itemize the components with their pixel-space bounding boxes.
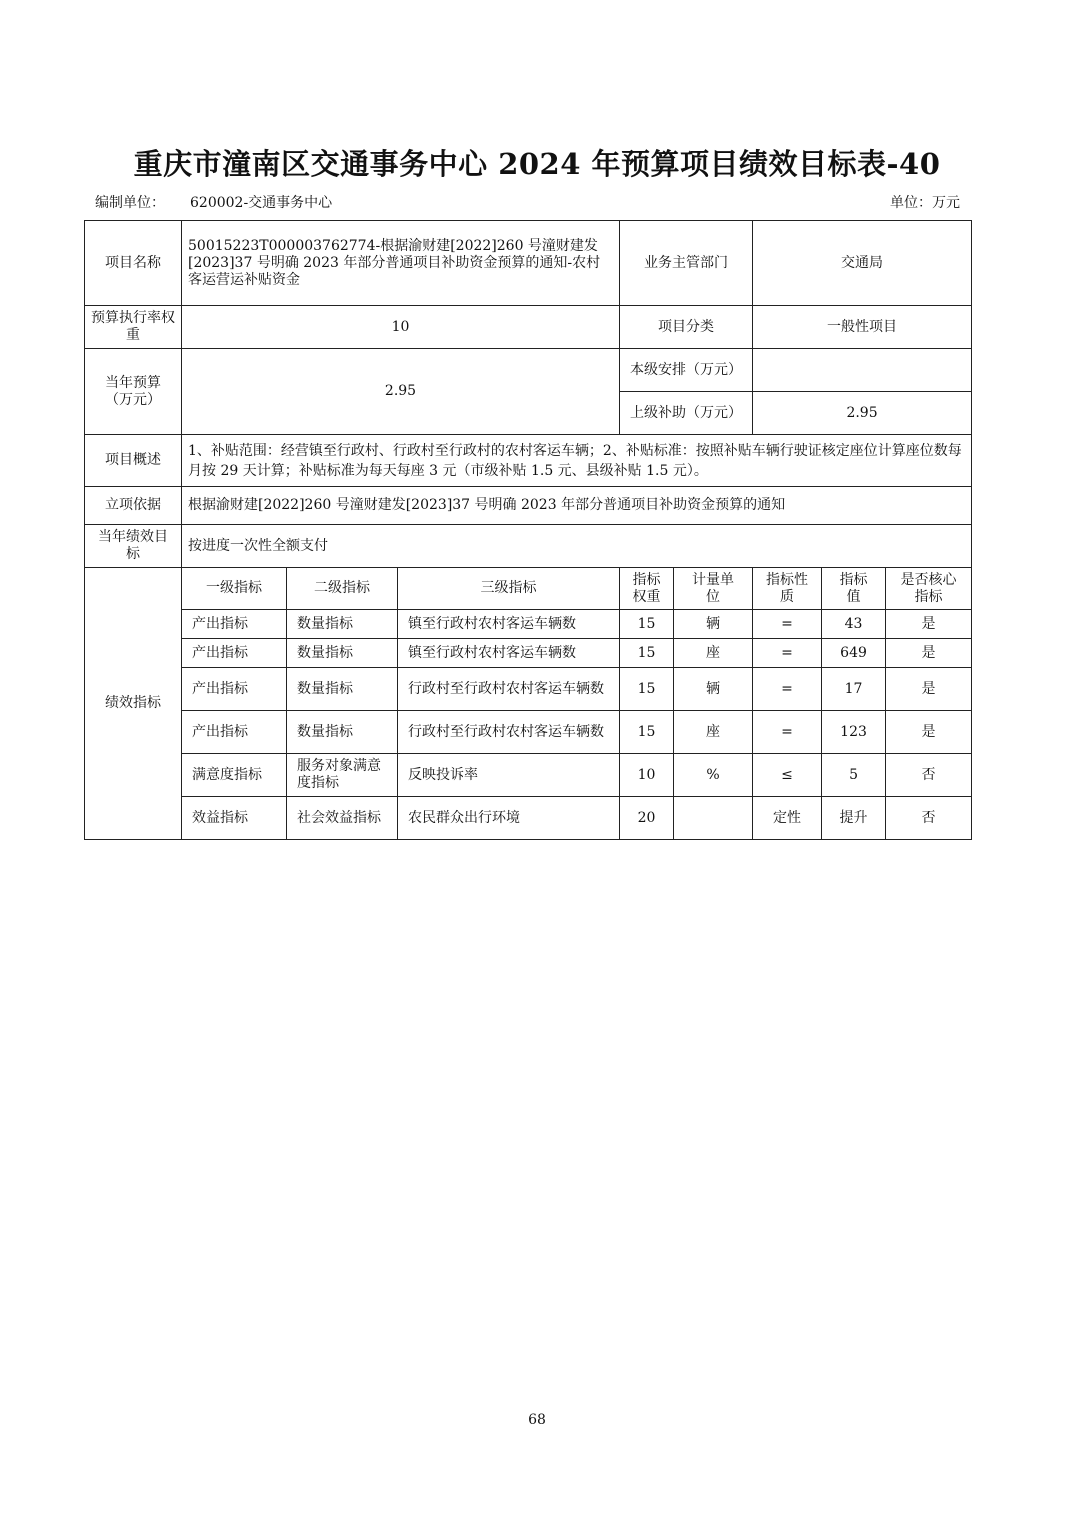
row6-level3: 农民群众出行环境 bbox=[398, 797, 620, 840]
row4-level1: 产出指标 bbox=[182, 711, 287, 754]
compiling-unit-label: 编制单位： bbox=[95, 195, 165, 211]
header-core: 是否核心指标 bbox=[886, 568, 972, 610]
page-title: 重庆市潼南区交通事务中心 2024 年预算项目绩效目标表-40 bbox=[133, 147, 941, 181]
header-unit: 计量单位 bbox=[674, 568, 753, 610]
header-level2: 二级指标 bbox=[287, 568, 398, 610]
upper-value: 2.95 bbox=[753, 392, 972, 435]
row4-core: 是 bbox=[886, 711, 972, 754]
row2-level2: 数量指标 bbox=[287, 639, 398, 668]
row2-level1: 产出指标 bbox=[182, 639, 287, 668]
budget-value: 2.95 bbox=[182, 349, 620, 435]
row5-level3: 反映投诉率 bbox=[398, 754, 620, 797]
row2-level3: 镇至行政村农村客运车辆数 bbox=[398, 639, 620, 668]
row1-level3: 镇至行政村农村客运车辆数 bbox=[398, 610, 620, 639]
row6-value: 提升 bbox=[822, 797, 886, 840]
performance-table bbox=[84, 220, 972, 840]
row1-level2: 数量指标 bbox=[287, 610, 398, 639]
row6-level2: 社会效益指标 bbox=[287, 797, 398, 840]
header-weight: 指标权重 bbox=[620, 568, 674, 610]
row5-level1: 满意度指标 bbox=[182, 754, 287, 797]
page-number: 68 bbox=[528, 1412, 546, 1428]
row2-weight: 15 bbox=[620, 639, 674, 668]
project-name-label: 项目名称 bbox=[85, 221, 182, 306]
row5-weight: 10 bbox=[620, 754, 674, 797]
row6-weight: 20 bbox=[620, 797, 674, 840]
row6-level1: 效益指标 bbox=[182, 797, 287, 840]
category-value: 一般性项目 bbox=[753, 306, 972, 349]
row2-core: 是 bbox=[886, 639, 972, 668]
dept-label: 业务主管部门 bbox=[620, 221, 753, 306]
upper-label: 上级补助（万元） bbox=[620, 392, 753, 435]
header-level1: 一级指标 bbox=[182, 568, 287, 610]
row6-nature: 定性 bbox=[753, 797, 822, 840]
header-nature: 指标性质 bbox=[753, 568, 822, 610]
row1-core: 是 bbox=[886, 610, 972, 639]
row5-level2: 服务对象满意度指标 bbox=[287, 754, 398, 797]
overview-value: 1、补贴范围：经营镇至行政村、行政村至行政村的农村客运车辆；2、补贴标准：按照补贴车辆行驶证核定座位计算座位数每月按 29 天计算；补贴标准为每天每座 3 元（市级补贴 1.5 元、县级补贴 1.5 元）。 bbox=[182, 435, 972, 487]
row5-value: 5 bbox=[822, 754, 886, 797]
budget-label: 当年预算（万元） bbox=[85, 349, 182, 435]
goal-value: 按进度一次性全额支付 bbox=[182, 525, 972, 568]
row4-value: 123 bbox=[822, 711, 886, 754]
indicators-label: 绩效指标 bbox=[85, 568, 182, 840]
overview-label: 项目概述 bbox=[85, 435, 182, 487]
row4-level2: 数量指标 bbox=[287, 711, 398, 754]
row5-nature: ≤ bbox=[753, 754, 822, 797]
row4-weight: 15 bbox=[620, 711, 674, 754]
header-value: 指标值 bbox=[822, 568, 886, 610]
row4-nature: = bbox=[753, 711, 822, 754]
compiling-unit-value: 620002-交通事务中心 bbox=[190, 195, 333, 211]
category-label: 项目分类 bbox=[620, 306, 753, 349]
row4-level3: 行政村至行政村农村客运车辆数 bbox=[398, 711, 620, 754]
row1-nature: = bbox=[753, 610, 822, 639]
compiling-unit bbox=[95, 192, 332, 212]
row1-value: 43 bbox=[822, 610, 886, 639]
row5-unit: % bbox=[674, 754, 753, 797]
row2-value: 649 bbox=[822, 639, 886, 668]
row2-nature: = bbox=[753, 639, 822, 668]
row5-core: 否 bbox=[886, 754, 972, 797]
row2-unit: 座 bbox=[674, 639, 753, 668]
basis-value: 根据渝财建[2022]260 号潼财建发[2023]37 号明确 2023 年部分普通项目补助资金预算的通知 bbox=[182, 487, 972, 525]
header-level3: 三级指标 bbox=[398, 568, 620, 610]
weight-value: 10 bbox=[182, 306, 620, 349]
row3-level2: 数量指标 bbox=[287, 668, 398, 711]
row3-nature: = bbox=[753, 668, 822, 711]
row1-unit: 辆 bbox=[674, 610, 753, 639]
local-value bbox=[753, 349, 972, 392]
row1-level1: 产出指标 bbox=[182, 610, 287, 639]
row3-level1: 产出指标 bbox=[182, 668, 287, 711]
local-label: 本级安排（万元） bbox=[620, 349, 753, 392]
row3-weight: 15 bbox=[620, 668, 674, 711]
dept-value: 交通局 bbox=[753, 221, 972, 306]
project-name-value: 50015223T000003762774-根据渝财建[2022]260 号潼财建发[2023]37 号明确 2023 年部分普通项目补助资金预算的通知-农村客运营运补贴资金 bbox=[182, 221, 620, 306]
row1-weight: 15 bbox=[620, 610, 674, 639]
currency-unit: 单位：万元 bbox=[890, 195, 960, 211]
row3-level3: 行政村至行政村农村客运车辆数 bbox=[398, 668, 620, 711]
row3-unit: 辆 bbox=[674, 668, 753, 711]
row6-unit bbox=[674, 797, 753, 840]
goal-label: 当年绩效目标 bbox=[85, 525, 182, 568]
row3-core: 是 bbox=[886, 668, 972, 711]
basis-label: 立项依据 bbox=[85, 487, 182, 525]
weight-label: 预算执行率权重 bbox=[85, 306, 182, 349]
row6-core: 否 bbox=[886, 797, 972, 840]
row3-value: 17 bbox=[822, 668, 886, 711]
row4-unit: 座 bbox=[674, 711, 753, 754]
